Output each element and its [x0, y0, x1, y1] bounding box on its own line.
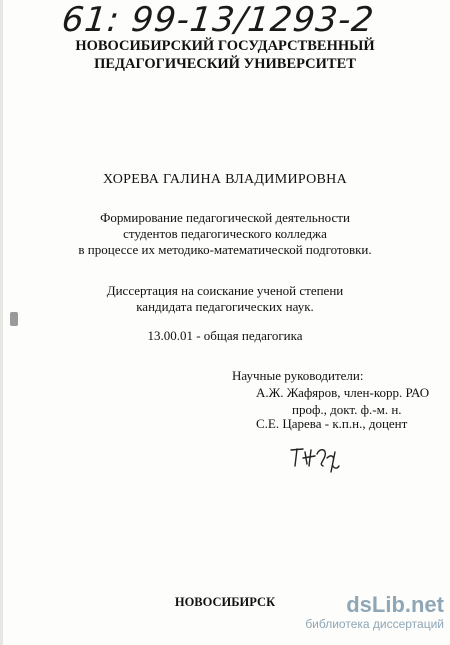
supervisor-1: А.Ж. Жафяров, член-корр. РАО — [256, 385, 430, 400]
thesis-title-line2: студентов педагогического колледжа — [123, 226, 327, 241]
thesis-title-line3: в процессе их методико-математической подготовки. — [78, 242, 372, 257]
specialty-code: 13.00.01 - общая педагогика — [147, 328, 303, 343]
university-name-line2: ПЕДАГОГИЧЕСКИЙ УНИВЕРСИТЕТ — [94, 56, 356, 72]
handwritten-signature — [289, 440, 349, 474]
university-name-line1: НОВОСИБИРСКИЙ ГОСУДАРСТВЕННЫЙ — [75, 38, 375, 54]
watermark-subtitle: библиотека диссертаций — [305, 617, 444, 631]
handwritten-archive-number: 61: 99-13/1293-2 — [59, 0, 377, 40]
watermark-logo: dsLib.net — [346, 592, 444, 617]
thesis-title-line1: Формирование педагогической деятельности — [100, 210, 350, 225]
supervisors-heading: Научные руководители: — [232, 368, 364, 383]
author-name: ХОРЕВА ГАЛИНА ВЛАДИМИРОВНА — [103, 172, 347, 187]
watermark — [305, 594, 444, 632]
city: НОВОСИБИРСК — [174, 595, 276, 609]
degree-line2: кандидата педагогических наук. — [136, 299, 314, 314]
supervisor-2: С.Е. Царева - к.п.н., доцент — [256, 416, 408, 431]
degree-line1: Диссертация на соискание ученой степени — [106, 283, 344, 298]
margin-mark — [10, 312, 18, 326]
supervisor-1-degree: проф., докт. ф.-м. н. — [292, 402, 402, 417]
scan-edge — [0, 0, 3, 645]
